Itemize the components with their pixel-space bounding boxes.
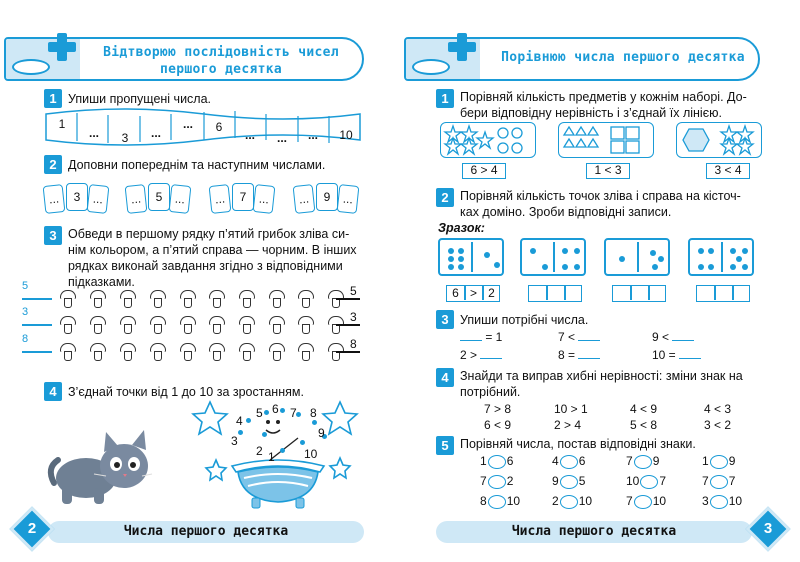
left-title-line1: Відтворюю послідовність чисел bbox=[103, 45, 339, 60]
hint-arrow-left bbox=[22, 324, 52, 326]
mushroom-stem bbox=[64, 298, 72, 308]
inequality-box[interactable]: 3 < 4 bbox=[706, 163, 750, 179]
plus-icon bbox=[446, 31, 478, 61]
mushroom-stem bbox=[94, 351, 102, 361]
compare-pair[interactable] bbox=[626, 474, 666, 489]
right-footer bbox=[436, 521, 752, 543]
task3-line2: нім кольором, а п’ятий справа — чорним. В інших bbox=[68, 243, 357, 257]
domino-pip bbox=[448, 256, 454, 262]
task-text: Упиши потрібні числа. bbox=[460, 313, 589, 327]
compare-pair[interactable] bbox=[552, 494, 592, 509]
mushroom[interactable] bbox=[269, 343, 285, 361]
mushroom[interactable] bbox=[298, 290, 314, 308]
mushroom-stem bbox=[213, 351, 221, 361]
hint-right: 5 bbox=[350, 284, 357, 298]
compare-left: 1 bbox=[480, 454, 487, 468]
task-text: З’єднай точки від 1 до 10 за зростанням. bbox=[68, 385, 304, 399]
inequality[interactable]: 10 > 1 bbox=[554, 402, 588, 416]
sign-oval[interactable] bbox=[634, 495, 652, 509]
sign-oval[interactable] bbox=[560, 475, 578, 489]
compare-right: 10 bbox=[728, 494, 743, 508]
footer-title: Числа першого десятка bbox=[511, 524, 677, 539]
rtask2-line1: Порівняй кількість точок зліва і справа на кісточ- bbox=[460, 189, 741, 203]
footer-title: Числа першого десятка bbox=[123, 524, 289, 539]
mushroom-stem bbox=[302, 351, 310, 361]
sign-oval[interactable] bbox=[560, 455, 578, 469]
compare-right: 10 bbox=[578, 494, 593, 508]
hint-left: 5 bbox=[22, 280, 29, 292]
box-divider bbox=[546, 286, 548, 300]
answer-boxes[interactable] bbox=[612, 285, 666, 302]
fill-in[interactable]: 2 > bbox=[460, 348, 502, 362]
mushroom[interactable] bbox=[239, 343, 255, 361]
mushroom-stem bbox=[124, 324, 132, 334]
sign-oval[interactable] bbox=[640, 475, 658, 489]
compare-left: 3 bbox=[702, 494, 709, 508]
domino-pip bbox=[458, 248, 464, 254]
box-divider bbox=[714, 286, 716, 300]
mushroom-stem bbox=[273, 324, 281, 334]
blank-card[interactable]: ... bbox=[87, 184, 110, 214]
dot[interactable] bbox=[246, 418, 251, 423]
domino-pip bbox=[542, 264, 548, 270]
mushroom-stem bbox=[94, 298, 102, 308]
mushroom[interactable] bbox=[239, 290, 255, 308]
domino-pip bbox=[736, 256, 742, 262]
mushroom-stem bbox=[154, 351, 162, 361]
mushroom-stem bbox=[332, 351, 340, 361]
domino-pip bbox=[458, 256, 464, 262]
sign-oval[interactable] bbox=[710, 495, 728, 509]
inequality[interactable]: 4 < 3 bbox=[704, 402, 732, 416]
blank-card[interactable]: ... bbox=[209, 184, 232, 214]
domino-divider bbox=[553, 242, 555, 272]
task-number: 1 bbox=[44, 89, 62, 108]
fill-in[interactable]: 7 < bbox=[558, 330, 600, 344]
sign-oval[interactable] bbox=[488, 475, 506, 489]
dot-label: 3 bbox=[231, 434, 238, 448]
task3-line1: Обведи в першому рядку п’ятий грибок зліва си- bbox=[68, 227, 350, 241]
dot-label: 8 bbox=[310, 406, 317, 420]
blank-card[interactable]: ... bbox=[43, 184, 66, 214]
inequality[interactable]: 4 < 9 bbox=[630, 402, 658, 416]
mushroom-stem bbox=[273, 298, 281, 308]
sign-oval[interactable] bbox=[634, 455, 652, 469]
inequality[interactable]: 5 < 8 bbox=[630, 418, 658, 432]
eyes-icon bbox=[412, 59, 450, 75]
mushroom[interactable] bbox=[269, 316, 285, 334]
domino-pip bbox=[484, 252, 490, 258]
blank-card[interactable]: ... bbox=[253, 184, 276, 214]
mushroom-stem bbox=[184, 298, 192, 308]
sample-value: > bbox=[469, 286, 477, 300]
set-hexagons-stars bbox=[676, 122, 762, 158]
mushroom[interactable] bbox=[150, 316, 166, 334]
dot[interactable] bbox=[300, 440, 305, 445]
rtask1-line1: Порівняй кількість предметів у кожнім наборі. До- bbox=[460, 90, 747, 104]
mushroom-stem bbox=[302, 298, 310, 308]
domino-divider bbox=[471, 242, 473, 272]
domino-pip bbox=[619, 256, 625, 262]
mushroom[interactable] bbox=[209, 316, 225, 334]
domino-pip bbox=[650, 250, 656, 256]
left-title bbox=[86, 44, 356, 78]
fill-in[interactable]: 10 = bbox=[652, 348, 701, 362]
mushroom[interactable] bbox=[150, 343, 166, 361]
domino-pip bbox=[530, 248, 536, 254]
mushroom-stem bbox=[124, 351, 132, 361]
set-triangles-squares bbox=[558, 122, 654, 158]
mushroom[interactable] bbox=[90, 290, 106, 308]
mushroom[interactable] bbox=[298, 343, 314, 361]
ribbon-cell[interactable]: 1 bbox=[58, 117, 66, 131]
mushroom-stem bbox=[243, 324, 251, 334]
right-header bbox=[404, 37, 760, 81]
set-stars-circles bbox=[440, 122, 536, 158]
sample-value: 6 bbox=[452, 286, 459, 300]
eyes-icon bbox=[12, 59, 50, 75]
domino-pip bbox=[730, 248, 736, 254]
domino bbox=[520, 238, 586, 276]
compare-right: 6 bbox=[578, 454, 586, 468]
rtask2-line2: ках доміно. Зроби відповідні записи. bbox=[460, 205, 672, 219]
fill-in[interactable]: 9 < bbox=[652, 330, 694, 344]
hint-right: 8 bbox=[350, 337, 357, 351]
domino-pip bbox=[708, 248, 714, 254]
compare-left: 1 bbox=[702, 454, 709, 468]
compare-left: 7 bbox=[626, 454, 633, 468]
inequality[interactable]: 2 > 4 bbox=[554, 418, 582, 432]
hint-arrow-right bbox=[336, 298, 360, 300]
box-divider bbox=[630, 286, 632, 300]
compare-right: 9 bbox=[652, 454, 660, 468]
ribbon-cell[interactable]: ... bbox=[307, 128, 318, 142]
rtask1-line2: бери відповідну нерівність і з’єднай їх лінією. bbox=[460, 106, 722, 120]
compare-pair[interactable] bbox=[552, 474, 585, 489]
mushroom-stem bbox=[213, 324, 221, 334]
dot-label: 4 bbox=[236, 414, 243, 428]
task-number: 4 bbox=[44, 382, 62, 401]
hint-arrow-right bbox=[336, 351, 360, 353]
sign-oval[interactable] bbox=[710, 475, 728, 489]
sign-oval[interactable] bbox=[710, 455, 728, 469]
task-text: Упиши пропущені числа. bbox=[68, 92, 212, 106]
mushroom-stem bbox=[64, 324, 72, 334]
domino-pip bbox=[742, 248, 748, 254]
mushroom[interactable] bbox=[269, 290, 285, 308]
task-number: 2 bbox=[436, 188, 454, 207]
task-text bbox=[68, 226, 368, 290]
compare-left: 10 bbox=[626, 474, 640, 488]
number-card: 5 bbox=[148, 183, 170, 211]
hint-right: 3 bbox=[350, 310, 357, 324]
domino-pip bbox=[730, 264, 736, 270]
hint-arrow-left bbox=[22, 298, 52, 300]
mushroom[interactable] bbox=[120, 290, 136, 308]
inequality-box[interactable]: 1 < 3 bbox=[586, 163, 630, 179]
inequality[interactable]: 3 < 2 bbox=[704, 418, 732, 432]
compare-right: 6 bbox=[506, 454, 514, 468]
ribbon-cell[interactable]: ... bbox=[182, 117, 193, 131]
blank-card[interactable]: ... bbox=[169, 184, 192, 214]
mushroom[interactable] bbox=[239, 316, 255, 334]
ribbon-cell[interactable]: 10 bbox=[339, 128, 353, 142]
mushroom[interactable] bbox=[90, 316, 106, 334]
domino-pip bbox=[698, 248, 704, 254]
mushroom-stem bbox=[243, 298, 251, 308]
domino-pip bbox=[652, 264, 658, 270]
task3-line3: рядках виконай завдання згідно з відповідними bbox=[68, 259, 343, 273]
answer-boxes[interactable] bbox=[528, 285, 582, 302]
rtask4-line1: Знайди та виправ хибні нерівності: зміни знак на bbox=[460, 369, 743, 383]
compare-pair[interactable] bbox=[702, 494, 742, 509]
mushroom-stem bbox=[332, 298, 340, 308]
fill-in[interactable]: = 1 bbox=[460, 330, 502, 344]
dot[interactable] bbox=[238, 430, 243, 435]
domino bbox=[438, 238, 504, 276]
compare-pair[interactable] bbox=[480, 474, 513, 489]
mushroom-stem bbox=[273, 351, 281, 361]
mushroom[interactable] bbox=[209, 290, 225, 308]
mushroom[interactable] bbox=[120, 343, 136, 361]
right-title: Порівнюю числа першого десятка bbox=[501, 50, 745, 65]
mushroom[interactable] bbox=[60, 343, 76, 361]
domino-pip bbox=[698, 264, 704, 270]
ribbon-cell[interactable]: 3 bbox=[121, 131, 129, 145]
domino-pip bbox=[708, 264, 714, 270]
compare-left: 2 bbox=[552, 494, 559, 508]
task-number: 1 bbox=[436, 89, 454, 108]
compare-left: 4 bbox=[552, 454, 559, 468]
mushroom[interactable] bbox=[209, 343, 225, 361]
ribbon-cell[interactable]: ... bbox=[150, 126, 161, 140]
left-footer bbox=[48, 521, 364, 543]
page-number-badge bbox=[745, 506, 790, 551]
dot[interactable] bbox=[264, 410, 269, 415]
dot[interactable] bbox=[280, 408, 285, 413]
compare-right: 2 bbox=[506, 474, 514, 488]
number-card: 7 bbox=[232, 183, 254, 211]
mushroom[interactable] bbox=[298, 316, 314, 334]
task-number: 2 bbox=[44, 155, 62, 174]
box-divider bbox=[648, 286, 650, 300]
cat-illustration bbox=[44, 428, 154, 510]
box-divider bbox=[564, 286, 566, 300]
sample-label: Зразок: bbox=[438, 221, 485, 235]
hint-arrow-left bbox=[22, 351, 52, 353]
domino-pip bbox=[574, 248, 580, 254]
page-number-badge bbox=[9, 506, 54, 551]
task-text: Порівняй числа, постав відповідні знаки. bbox=[460, 437, 696, 451]
sample-value: 2 bbox=[488, 286, 495, 300]
ribbon-cell[interactable]: ... bbox=[88, 126, 99, 140]
inequality[interactable]: 6 < 9 bbox=[484, 418, 512, 432]
compare-pair[interactable] bbox=[480, 454, 513, 469]
task-text bbox=[460, 188, 780, 220]
task-number: 5 bbox=[436, 436, 454, 455]
mushroom-stem bbox=[332, 324, 340, 334]
mushroom[interactable] bbox=[60, 290, 76, 308]
mushroom[interactable] bbox=[150, 290, 166, 308]
compare-left: 8 bbox=[480, 494, 487, 508]
task-number: 3 bbox=[44, 226, 62, 245]
mushroom[interactable] bbox=[180, 290, 196, 308]
task-text bbox=[460, 368, 780, 400]
blank-card[interactable]: ... bbox=[125, 184, 148, 214]
compare-pair[interactable] bbox=[480, 494, 520, 509]
left-title-line2: першого десятка bbox=[160, 62, 282, 77]
mushroom[interactable] bbox=[120, 316, 136, 334]
domino-divider bbox=[721, 242, 723, 272]
mushroom-stem bbox=[154, 324, 162, 334]
dot[interactable] bbox=[280, 448, 285, 453]
dot-label: 1 bbox=[268, 450, 275, 464]
page-number: 2 bbox=[27, 520, 37, 537]
mushroom-stem bbox=[124, 298, 132, 308]
domino-pip bbox=[448, 248, 454, 254]
compare-left: 7 bbox=[626, 494, 633, 508]
mushroom-stem bbox=[154, 298, 162, 308]
dot-label: 6 bbox=[272, 402, 279, 416]
compare-right: 10 bbox=[506, 494, 521, 508]
number-card: 9 bbox=[316, 183, 338, 211]
sign-oval[interactable] bbox=[560, 495, 578, 509]
compare-right: 5 bbox=[578, 474, 586, 488]
compare-right: 7 bbox=[659, 474, 667, 488]
blank-card[interactable]: ... bbox=[337, 184, 360, 214]
compare-left: 7 bbox=[480, 474, 487, 488]
domino-pip bbox=[562, 248, 568, 254]
dot-label: 9 bbox=[318, 426, 325, 440]
domino bbox=[688, 238, 754, 276]
dot-label: 7 bbox=[290, 406, 297, 420]
task-number: 4 bbox=[436, 368, 454, 387]
sign-oval[interactable] bbox=[488, 495, 506, 509]
mushroom[interactable] bbox=[180, 343, 196, 361]
sign-oval[interactable] bbox=[488, 455, 506, 469]
dot-label: 10 bbox=[304, 447, 318, 461]
domino-pip bbox=[562, 264, 568, 270]
mushroom[interactable] bbox=[180, 316, 196, 334]
domino-pip bbox=[448, 264, 454, 270]
compare-left: 7 bbox=[702, 474, 709, 488]
task-text: Доповни попереднім та наступним числами. bbox=[68, 158, 326, 172]
box-divider bbox=[732, 286, 734, 300]
compare-right: 7 bbox=[728, 474, 736, 488]
inequality[interactable]: 7 > 8 bbox=[484, 402, 512, 416]
dot-label: 2 bbox=[256, 444, 263, 458]
inequality-box[interactable]: 6 > 4 bbox=[462, 163, 506, 179]
mushroom-stem bbox=[213, 298, 221, 308]
compare-right: 9 bbox=[728, 454, 736, 468]
domino-pip bbox=[494, 262, 500, 268]
ribbon-cell[interactable]: ... bbox=[244, 128, 255, 142]
domino-pip bbox=[658, 256, 664, 262]
compare-pair[interactable] bbox=[702, 474, 735, 489]
hint-arrow-right bbox=[336, 324, 360, 326]
compare-pair[interactable] bbox=[626, 494, 666, 509]
dot-label: 5 bbox=[256, 406, 263, 420]
mushroom[interactable] bbox=[60, 316, 76, 334]
task-number: 3 bbox=[436, 310, 454, 329]
mushroom[interactable] bbox=[90, 343, 106, 361]
mushroom-stem bbox=[184, 324, 192, 334]
answer-boxes[interactable] bbox=[696, 285, 750, 302]
page-number: 3 bbox=[763, 520, 773, 537]
blank-card[interactable]: ... bbox=[293, 184, 316, 214]
hint-left: 8 bbox=[22, 333, 29, 345]
mushroom-stem bbox=[184, 351, 192, 361]
ribbon-cell[interactable]: 6 bbox=[215, 120, 223, 134]
compare-pair[interactable] bbox=[626, 454, 659, 469]
domino-pip bbox=[742, 264, 748, 270]
compare-right: 10 bbox=[652, 494, 667, 508]
number-card: 3 bbox=[66, 183, 88, 211]
dot[interactable] bbox=[312, 420, 317, 425]
hint-left: 3 bbox=[22, 306, 29, 318]
left-header bbox=[4, 37, 364, 81]
fill-in[interactable]: 8 = bbox=[558, 348, 600, 362]
dot[interactable] bbox=[262, 432, 267, 437]
compare-pair[interactable] bbox=[702, 454, 735, 469]
rtask4-line2: потрібний. bbox=[460, 385, 521, 399]
mushroom-stem bbox=[243, 351, 251, 361]
answer-boxes[interactable] bbox=[446, 285, 500, 302]
ribbon-cell[interactable]: ... bbox=[276, 131, 287, 145]
compare-left: 9 bbox=[552, 474, 559, 488]
compare-pair[interactable] bbox=[552, 454, 585, 469]
mushroom-stem bbox=[302, 324, 310, 334]
right-page bbox=[400, 0, 800, 562]
task-text bbox=[460, 89, 780, 121]
domino-pip bbox=[574, 264, 580, 270]
domino-pip bbox=[458, 264, 464, 270]
task3-line4: підказками. bbox=[68, 275, 135, 289]
mushroom-stem bbox=[94, 324, 102, 334]
mushroom-stem bbox=[64, 351, 72, 361]
domino bbox=[604, 238, 670, 276]
domino-divider bbox=[637, 242, 639, 272]
plus-icon bbox=[46, 31, 78, 61]
